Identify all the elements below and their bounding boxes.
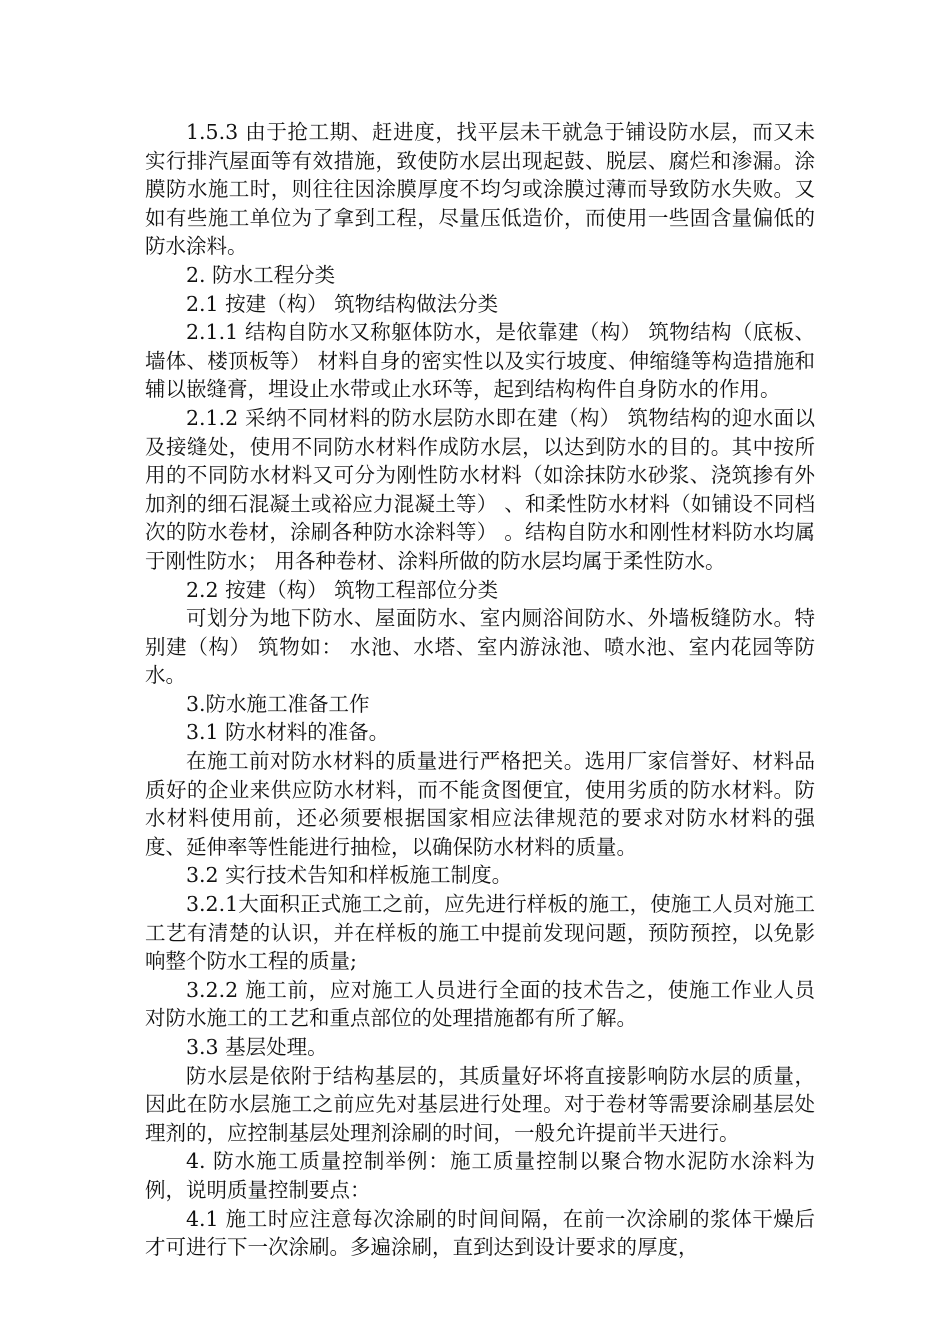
- paragraph-2-1-2: 2.1.2 采纳不同材料的防水层防水即在建（构） 筑物结构的迎水面以及接缝处，使用不同防水材料作成防水层，以达到防水的目的。其中按所用的不同防水材料又可分为刚性防水材料（如涂抹防水砂浆、浇筑掺有外加剂的细石混凝土或裕应力混凝土等） 、和柔性防水材料（如铺设不同档次的防水卷材，涂刷各种防水涂料等） 。结构自防水和刚性材料防水均属于刚性防水； 用各种卷材、涂料所做的防水层均属于柔性防水。: [145, 405, 815, 573]
- document-body: [145, 118, 815, 1262]
- heading-3-2: 3.2 实行技术告知和样板施工制度。: [186, 863, 513, 888]
- paragraph-1-5-3: 1.5.3 由于抢工期、赶进度，找平层未干就急于铺设防水层，而又未实行排汽屋面等有效措施，致使防水层出现起鼓、脱层、腐烂和渗漏。涂膜防水施工时，则往往因涂膜厚度不均匀或涂膜过薄而导致防水失败。又如有些施工单位为了拿到工程，尽量压低造价，而使用一些固含量偏低的防水涂料。: [145, 120, 815, 259]
- heading-3-1: 3.1 防水材料的准备。: [186, 720, 390, 745]
- paragraph-3-3-body: 防水层是依附于结构基层的，其质量好坏将直接影响防水层的质量，因此在防水层施工之前应先对基层进行处理。对于卷材等需要涂刷基层处理剂的，应控制基层处理剂涂刷的时间，一般允许提前半天进行。: [145, 1063, 815, 1145]
- heading-2-1: 2.1 按建（构） 筑物结构做法分类: [186, 291, 499, 316]
- heading-2: 2. 防水工程分类: [186, 262, 336, 287]
- heading-3: 3.防水施工准备工作: [186, 691, 370, 716]
- heading-4: 4. 防水施工质量控制举例：施工质量控制以聚合物水泥防水涂料为例，说明质量控制要点：: [145, 1149, 815, 1202]
- paragraph-3-1-body: 在施工前对防水材料的质量进行严格把关。选用厂家信誉好、材料品质好的企业来供应防水材料，而不能贪图便宜，使用劣质的防水材料。防水材料使用前，还必须要根据国家相应法律规范的要求对防水材料的强度、延伸率等性能进行抽检，以确保防水材料的质量。: [145, 749, 815, 859]
- paragraph-2-2-body: 可划分为地下防水、屋面防水、室内厕浴间防水、外墙板缝防水。特别建（构） 筑物如： 水池、水塔、室内游泳池、喷水池、室内花园等防水。: [145, 606, 815, 688]
- paragraph-2-1-1: 2.1.1 结构自防水又称躯体防水，是依靠建（构） 筑物结构（底板、墙体、楼顶板等） 材料自身的密实性以及实行坡度、伸缩缝等构造措施和辅以嵌缝膏，埋设止水带或止水环等，起到结构构件自身防水的作用。: [145, 320, 815, 402]
- heading-2-2: 2.2 按建（构） 筑物工程部位分类: [186, 577, 499, 602]
- paragraph-3-2-2: 3.2.2 施工前，应对施工人员进行全面的技术告之，使施工作业人员对防水施工的工艺和重点部位的处理措施都有所了解。: [145, 977, 815, 1031]
- heading-3-3: 3.3 基层处理。: [186, 1035, 328, 1059]
- paragraph-3-2-1: 3.2.1大面积正式施工之前，应先进行样板的施工，使施工人员对施工工艺有清楚的认识，并在样板的施工中提前发现问题，预防预控，以免影响整个防水工程的质量;: [145, 892, 815, 974]
- paragraph-4-1: 4.1 施工时应注意每次涂刷的时间间隔，在前一次涂刷的浆体干燥后才可进行下一次涂刷。多遍涂刷，直到达到设计要求的厚度，: [145, 1206, 815, 1260]
